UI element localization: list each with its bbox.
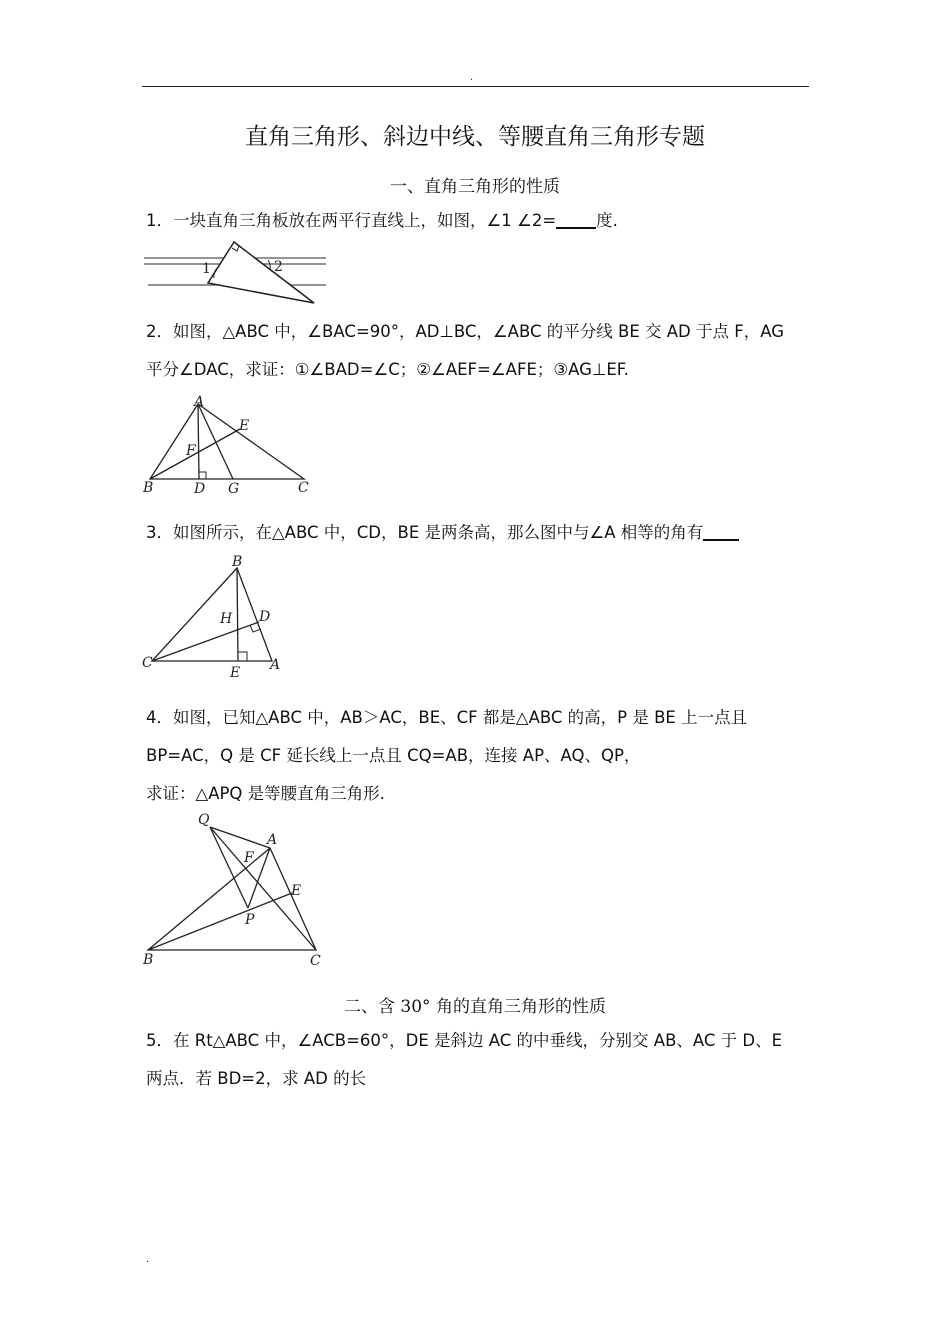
angle-2-label: 2 <box>274 259 283 275</box>
question-5 <box>146 1022 810 1098</box>
angle-1-label: 1 <box>202 261 211 277</box>
label-B: B <box>143 480 154 496</box>
label-B: B <box>232 554 243 570</box>
figure-q1 <box>140 238 330 308</box>
label-A: A <box>194 394 205 410</box>
question-2-line-2: 平分∠DAC，求证：①∠BAD=∠C；②∠AEF=∠AFE；③AG⊥EF. <box>146 360 629 379</box>
label-G: G <box>228 481 240 497</box>
question-4-line-1: 4．如图，已知△ABC 中，AB＞AC，BE、CF 都是△ABC 的高，P 是 BE 上一点且 <box>146 708 748 727</box>
question-1-text: 1．一块直角三角板放在两平行直线上，如图，∠1 ∠2= <box>146 211 557 230</box>
label-A: A <box>270 657 281 673</box>
page-title: 直角三角形、斜边中线、等腰直角三角形专题 <box>245 124 705 150</box>
question-3 <box>146 514 810 552</box>
header-rule <box>142 86 809 87</box>
figure-q3 <box>140 553 290 683</box>
question-2 <box>146 313 810 389</box>
question-5-line-2: 两点．若 BD=2，求 AD 的长 <box>146 1069 367 1088</box>
label-C: C <box>142 655 153 671</box>
question-4-line-3: 求证：△APQ 是等腰直角三角形. <box>146 784 385 803</box>
label-H: H <box>220 611 233 627</box>
question-5-line-1: 5．在 Rt△ABC 中，∠ACB=60°，DE 是斜边 AC 的中垂线，分别交 AB、AC 于 D、E <box>146 1031 783 1050</box>
header-dot: . <box>470 72 474 83</box>
label-B: B <box>143 952 154 968</box>
question-2-line-1: 2．如图，△ABC 中，∠BAC=90°，AD⊥BC，∠ABC 的平分线 BE 交 AD 于点 F，AG <box>146 322 784 341</box>
footer-dot: . <box>146 1254 150 1265</box>
label-P: P <box>245 912 255 928</box>
label-F: F <box>186 443 196 459</box>
label-C: C <box>298 480 309 496</box>
label-E: E <box>230 665 241 681</box>
question-4-line-2: BP=AC，Q 是 CF 延长线上一点且 CQ=AB，连接 AP、AQ、QP， <box>146 746 641 765</box>
set-square <box>208 242 314 303</box>
label-F: F <box>244 850 254 866</box>
label-E: E <box>239 418 250 434</box>
question-3-text: 3．如图所示，在△ABC 中，CD，BE 是两条高，那么图中与∠A 相等的角有 <box>146 523 704 542</box>
answer-blank <box>556 209 596 229</box>
section-heading-1: 一、直角三角形的性质 <box>390 177 560 197</box>
answer-blank <box>703 521 739 541</box>
question-1 <box>146 202 810 240</box>
label-Q: Q <box>198 812 210 828</box>
label-C: C <box>310 953 321 969</box>
label-D: D <box>194 481 206 497</box>
question-1-tail: 度. <box>596 211 618 230</box>
label-A: A <box>267 832 278 848</box>
question-4 <box>146 699 810 813</box>
figure-q4 <box>140 810 330 970</box>
section-heading-2: 二、含 30° 角的直角三角形的性质 <box>344 997 606 1017</box>
label-D: D <box>259 609 271 625</box>
label-E: E <box>291 883 302 899</box>
figure-q2 <box>140 394 320 498</box>
